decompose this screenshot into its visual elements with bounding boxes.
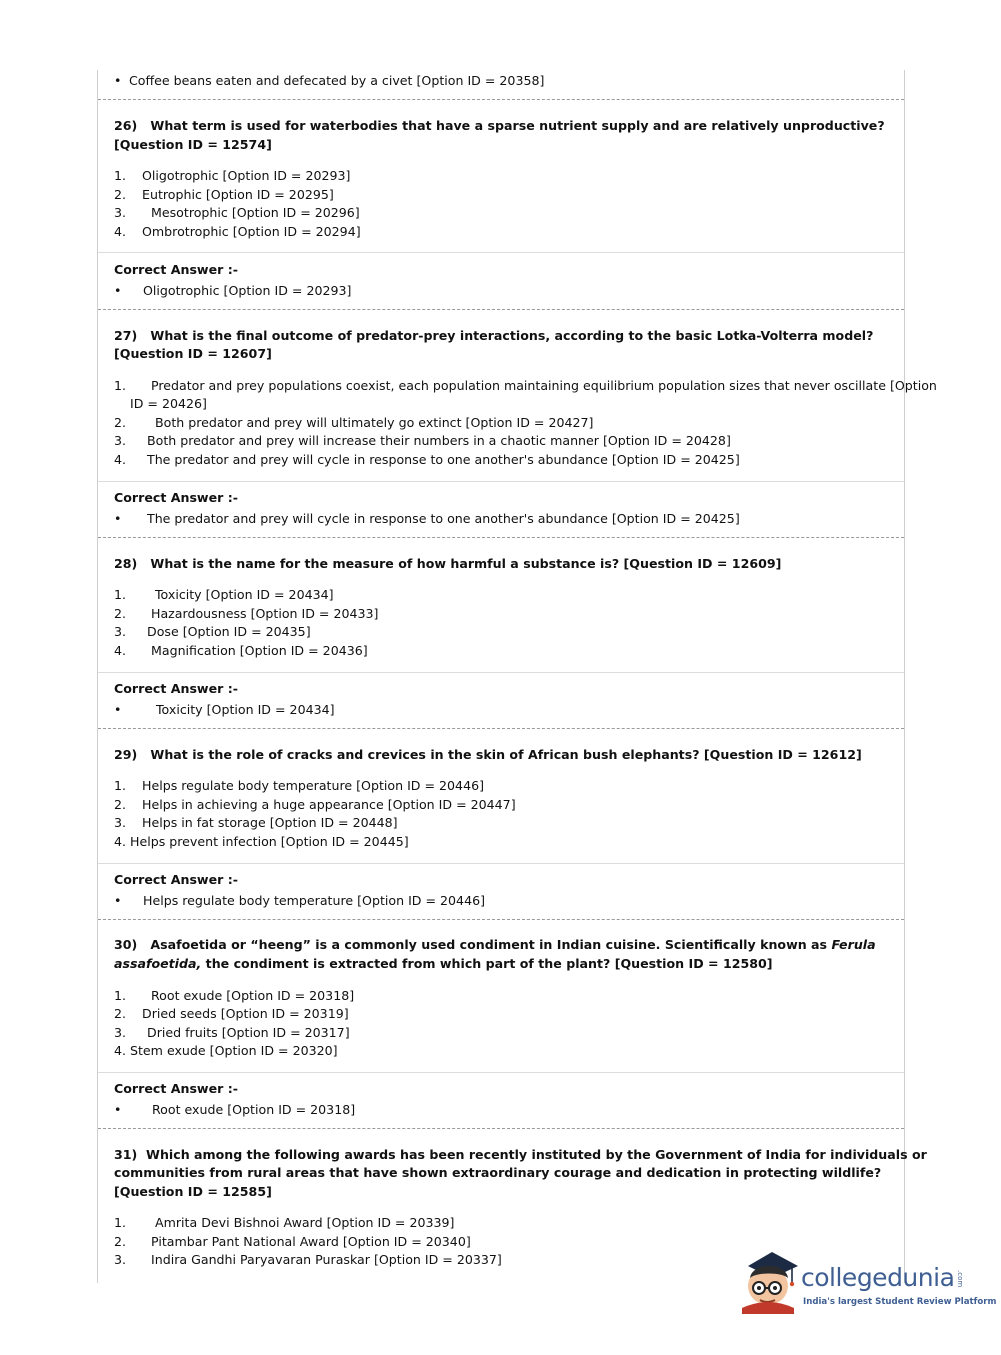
correct-answer-label: Correct Answer :- [114,490,238,505]
question-28-answer: • Toxicity [Option ID = 20434] [114,702,335,717]
separator [98,1128,904,1129]
question-27-option-4: 4. The predator and prey will cycle in response to one another's abundance [Option ID = 20425] [114,452,740,467]
question-31-id: [Question ID = 12585] [114,1184,272,1199]
correct-answer-label: Correct Answer :- [114,262,238,277]
separator [98,919,904,920]
separator [98,1072,904,1073]
logo-tagline: India's largest Student Review Platform [803,1297,997,1307]
separator [98,309,904,310]
question-27-id: [Question ID = 12607] [114,346,272,361]
separator [98,537,904,538]
question-28-option-1: 1. Toxicity [Option ID = 20434] [114,587,334,602]
question-27-answer: • The predator and prey will cycle in response to one another's abundance [Option ID = 20425] [114,511,740,526]
question-27-option-1: 1. Predator and prey populations coexist, each population maintaining equilibrium population sizes that never oscillate [Option [114,378,937,393]
question-27-option-3: 3. Both predator and prey will increase their numbers in a chaotic manner [Option ID = 20428] [114,433,731,448]
logo-suffix: .com [956,1270,964,1288]
question-28-title: 28) What is the name for the measure of how harmful a substance is? [Question ID = 12609] [114,556,782,571]
question-26-id: [Question ID = 12574] [114,137,272,152]
logo-wordmark: collegedunia [801,1263,955,1292]
question-29-option-4: 4. Helps prevent infection [Option ID = 20445] [114,834,409,849]
question-29-option-3: 3. Helps in fat storage [Option ID = 20448] [114,815,398,830]
correct-answer-label: Correct Answer :- [114,1081,238,1096]
prev-answer: • Coffee beans eaten and defecated by a civet [Option ID = 20358] [114,73,545,88]
separator [98,672,904,673]
question-31-option-3: 3. Indira Gandhi Paryavaran Puraskar [Option ID = 20337] [114,1252,502,1267]
question-27-option-2: 2. Both predator and prey will ultimately go extinct [Option ID = 20427] [114,415,594,430]
question-30-answer: • Root exude [Option ID = 20318] [114,1102,356,1117]
question-26-title: 26) What term is used for waterbodies that have a sparse nutrient supply and are relatively unproductive? [114,118,885,133]
separator [98,863,904,864]
separator [98,728,904,729]
question-29-option-2: 2. Helps in achieving a huge appearance [Option ID = 20447] [114,797,516,812]
question-26-option-4: 4. Ombrotrophic [Option ID = 20294] [114,224,361,239]
question-30-option-4: 4. Stem exude [Option ID = 20320] [114,1043,338,1058]
question-26-answer: • Oligotrophic [Option ID = 20293] [114,283,352,298]
separator [98,99,904,100]
correct-answer-label: Correct Answer :- [114,681,238,696]
question-31-title-cont: communities from rural areas that have shown extraordinary courage and dedication in protecting wildlife? [114,1165,882,1180]
question-30-title-cont: assafoetida, the condiment is extracted from which part of the plant? [Question ID = 12580] [114,956,773,971]
question-29-title: 29) What is the role of cracks and crevices in the skin of African bush elephants? [Question ID = 12612] [114,747,862,762]
question-31-option-2: 2. Pitambar Pant National Award [Option ID = 20340] [114,1234,471,1249]
question-26-option-1: 1. Oligotrophic [Option ID = 20293] [114,168,351,183]
question-28-option-2: 2. Hazardousness [Option ID = 20433] [114,606,379,621]
question-29-option-1: 1. Helps regulate body temperature [Option ID = 20446] [114,778,485,793]
question-28-option-4: 4. Magnification [Option ID = 20436] [114,643,368,658]
question-26-option-3: 3. Mesotrophic [Option ID = 20296] [114,205,360,220]
question-29-answer: • Helps regulate body temperature [Option ID = 20446] [114,893,486,908]
question-31-title: 31) Which among the following awards has been recently instituted by the Government of India for individuals or [114,1147,927,1162]
question-30-option-2: 2. Dried seeds [Option ID = 20319] [114,1006,349,1021]
correct-answer-label: Correct Answer :- [114,872,238,887]
question-26-option-2: 2. Eutrophic [Option ID = 20295] [114,187,334,202]
question-30-option-1: 1. Root exude [Option ID = 20318] [114,988,355,1003]
question-30-title: 30) Asafoetida or “heeng” is a commonly used condiment in Indian cuisine. Scientifically known as Ferula [114,937,876,952]
separator [98,481,904,482]
question-27-title: 27) What is the final outcome of predator-prey interactions, according to the basic Lotka-Volterra model? [114,328,874,343]
question-27-option-1-cont: ID = 20426] [130,396,207,411]
question-30-option-3: 3. Dried fruits [Option ID = 20317] [114,1025,350,1040]
separator [98,252,904,253]
question-28-option-3: 3. Dose [Option ID = 20435] [114,624,311,639]
question-31-option-1: 1. Amrita Devi Bishnoi Award [Option ID = 20339] [114,1215,455,1230]
